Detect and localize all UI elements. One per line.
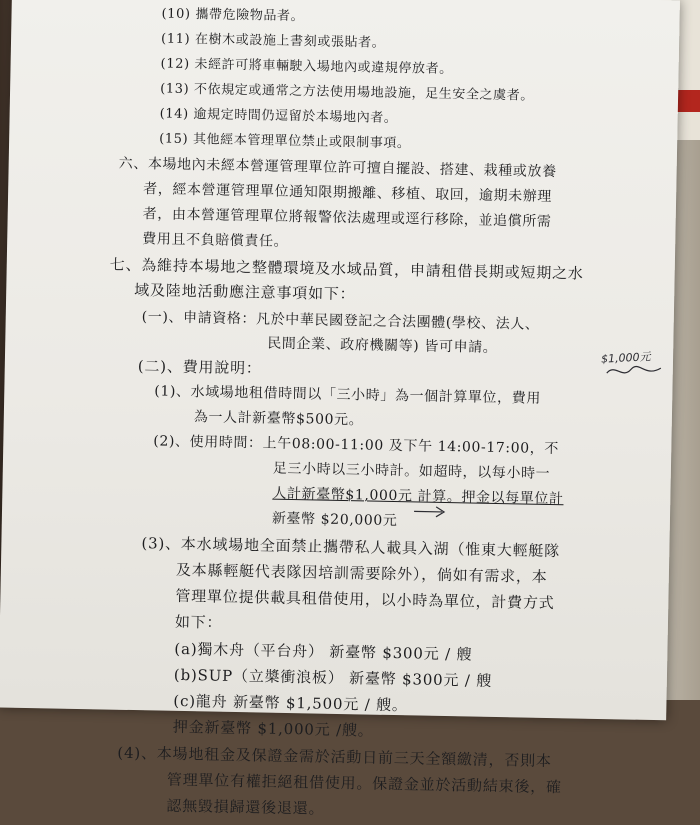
fee-2-line-2: 足三小時以三小時計。如超時，以每小時一	[272, 460, 551, 483]
section-7-line-2: 域及陸地活動應注意事項如下：	[134, 280, 356, 304]
rental-kayak: (a)獨木舟（平台舟） 新臺幣 $300元 / 艘	[174, 639, 473, 664]
rental-dragon-boat: (c)龍舟 新臺幣 $1,500元 / 艘。	[173, 691, 408, 715]
handwritten-note: $1,000元	[600, 350, 651, 366]
fee-2-line-1: (2)、使用時間：上午08:00-11:00 及下午 14:00-17:00，不	[153, 433, 560, 458]
rule-14: (14) 逾規定時間仍逗留於本場地內者。	[159, 106, 398, 127]
eligibility-line-1: (一)、申請資格：凡於中華民國登記之合法團體(學校、法人、	[141, 309, 540, 333]
fee-2-line-4: 新臺幣 $20,000元	[271, 510, 398, 530]
fee-2-line-3: 人計新臺幣$1,000元 計算。押金以每單位計	[272, 485, 564, 508]
section-6-line-3: 者，由本營運管理單位將報警依法處理或逕行移除，並追償所需	[142, 206, 552, 230]
fee-3-line-1: (3)、本水域場地全面禁止攜帶私人載具入湖（惟東大輕艇隊	[141, 534, 561, 561]
eligibility-line-2: 民間企業、政府機關等) 皆可申請。	[267, 335, 498, 356]
fee-3-line-3: 管理單位提供載具租借使用，以小時為單位，計費方式	[175, 586, 555, 613]
payment-line-2: 管理單位有權拒絕租借使用。保證金並於活動結束後，確	[166, 770, 562, 797]
rule-12: (12) 未經許可將車輛駛入場地內或違規停放者。	[160, 56, 453, 78]
fee-1-line-1: (1)、水域場地租借時間以「三小時」為一個計算單位，費用	[154, 383, 542, 407]
section-6-line-1: 六、本場地內未經本營運管理單位許可擅自擺設、搭建、栽種或放養	[118, 155, 557, 181]
fee-1-line-2: 為一人計新臺幣$500元。	[193, 409, 364, 429]
payment-line-1: (4)、本場地租金及保證金需於活動日前三天全額繳清，否則本	[117, 743, 552, 771]
handwritten-scribble	[605, 359, 665, 384]
section-7-line-1: 七、為維持本場地之整體環境及水域品質，申請租借長期或短期之水	[109, 255, 584, 283]
payment-line-3: 認無毀損歸還後退還。	[166, 796, 325, 818]
handwritten-arrow	[412, 503, 452, 518]
fee-heading: (二)、費用說明：	[137, 357, 262, 378]
rental-deposit: 押金新臺幣 $1,000元 /艘。	[172, 717, 374, 740]
rule-15: (15) 其他經本管理單位禁止或限制事項。	[159, 131, 411, 152]
fee-3-line-2: 及本縣輕艇代表隊因培訓需要除外），倘如有需求，本	[175, 560, 548, 586]
rental-sup: (b)SUP（立槳衝浪板） 新臺幣 $300元 / 艘	[173, 665, 493, 690]
fee-3-line-4: 如下：	[174, 612, 223, 632]
section-6-line-2: 者，經本營運管理單位通知限期搬離、移植、取回，逾期未辦理	[143, 181, 553, 205]
section-6-line-4: 費用且不負賠償責任。	[142, 231, 289, 250]
rule-10: (10) 攜帶危險物品者。	[161, 6, 305, 25]
rule-11: (11) 在樹木或設施上書刻或張貼者。	[160, 31, 386, 51]
rule-13: (13) 不依規定或通常之方法使用場地設施，足生安全之虞者。	[159, 81, 535, 104]
